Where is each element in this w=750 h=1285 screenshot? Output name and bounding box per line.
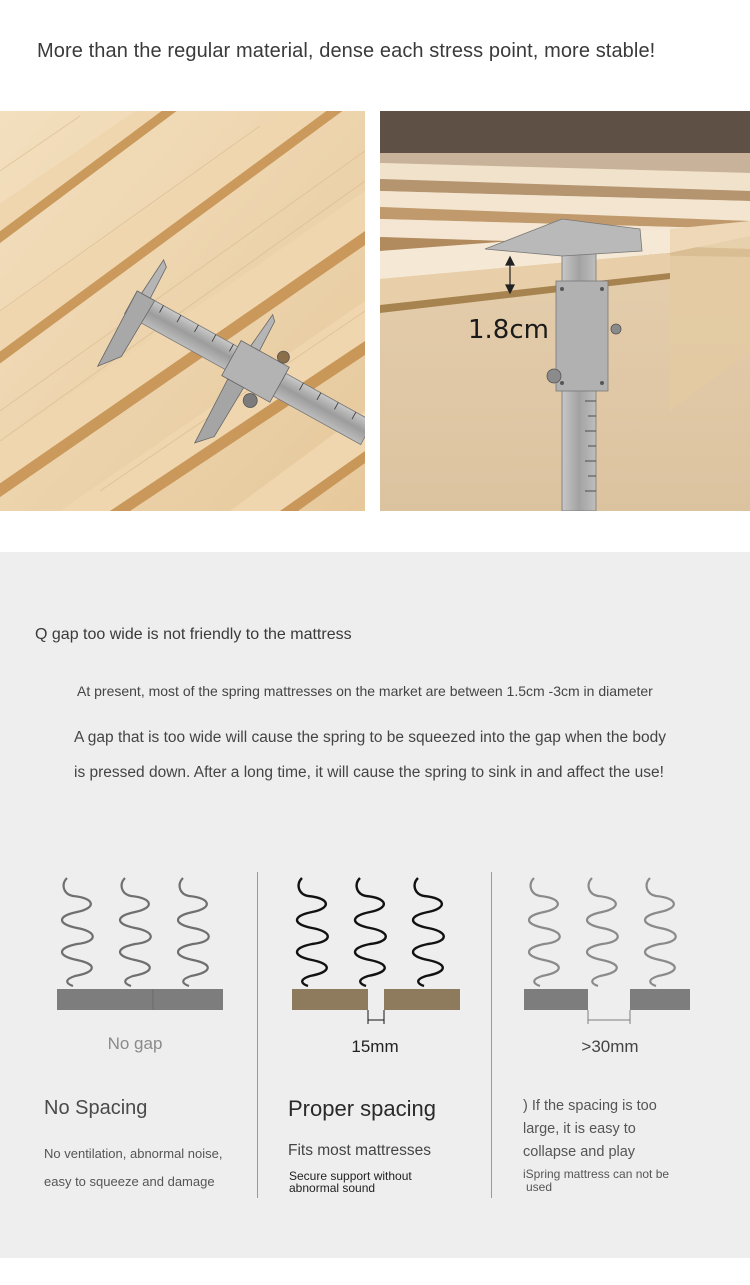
caption-no-gap: No gap <box>107 1034 163 1053</box>
spring-icon <box>529 878 560 986</box>
slat-block <box>524 989 588 1010</box>
title-no-spacing: No Spacing <box>44 1097 148 1119</box>
desc-proper-spacing-line1: Fits most mattresses <box>288 1142 431 1159</box>
title-wide-gap-line1: ) If the spacing is too <box>523 1098 657 1114</box>
spring-icon <box>355 878 386 986</box>
gap-section-line2: A gap that is too wide will cause the spring to be squeezed into the gap when the body <box>74 729 666 746</box>
slat-block <box>57 989 223 1010</box>
spring-icon <box>413 878 444 986</box>
caption-30mm: >30mm <box>581 1037 639 1056</box>
slat-block <box>630 989 690 1010</box>
spring-icon <box>178 878 209 986</box>
diagram-proper-spacing <box>290 872 465 1037</box>
spring-icon <box>120 878 151 986</box>
desc-proper-spacing-line3: abnormal sound <box>289 1181 376 1195</box>
desc-no-spacing-line2: easy to squeeze and damage <box>44 1174 215 1189</box>
slat-block <box>292 989 368 1010</box>
slat-block <box>384 989 460 1010</box>
gap-section-line3: is pressed down. After a long time, it will cause the spring to sink in and affect the use! <box>74 764 664 781</box>
photo-slat-thickness <box>380 111 750 511</box>
desc-wide-gap-line1: iSpring mattress can not be <box>523 1167 670 1181</box>
headline: More than the regular material, dense each stress point, more stable! <box>37 40 656 62</box>
gap-dimension-icon <box>368 1010 384 1024</box>
title-wide-gap-line2: large, it is easy to <box>523 1121 636 1137</box>
gap-section-line1: At present, most of the spring mattresses on the market are between 1.5cm -3cm in diameter <box>77 683 653 699</box>
spring-icon <box>62 878 93 986</box>
desc-proper-spacing-line2: Secure support without <box>289 1169 412 1183</box>
column-divider-1 <box>257 872 258 1198</box>
gap-dimension-icon <box>588 1010 630 1024</box>
title-wide-gap-line3: collapse and play <box>523 1144 636 1160</box>
measurement-label: 1.8cm <box>468 315 549 345</box>
spring-icon <box>297 878 328 986</box>
slat-thickness-illustration <box>380 111 750 511</box>
photo-caliper-slats <box>0 111 365 511</box>
column-divider-2 <box>491 872 492 1198</box>
desc-no-spacing-line1: No ventilation, abnormal noise, <box>44 1146 223 1161</box>
diagram-wide-gap <box>522 872 697 1037</box>
caption-15mm: 15mm <box>351 1037 399 1056</box>
spring-icon <box>645 878 676 986</box>
spring-icon <box>587 878 618 986</box>
title-proper-spacing: Proper spacing <box>288 1096 436 1121</box>
caliper-slats-illustration <box>0 111 365 511</box>
gap-section-title: Q gap too wide is not friendly to the mattress <box>35 626 352 643</box>
desc-wide-gap-line2: used <box>526 1180 553 1194</box>
diagram-no-gap <box>55 872 230 1022</box>
